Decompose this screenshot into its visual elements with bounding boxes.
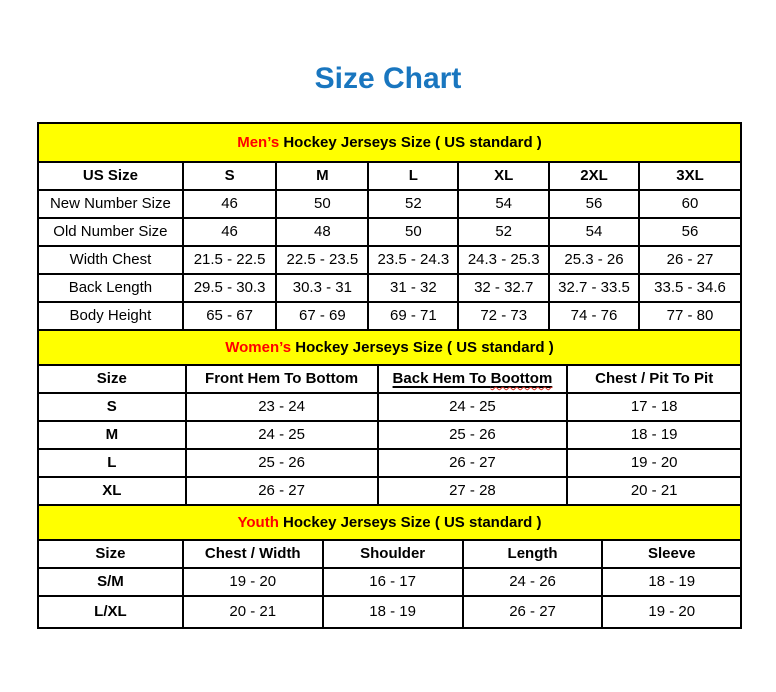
mens-size-table	[37, 122, 742, 331]
value-cell: 23.5 - 24.3	[368, 246, 458, 274]
value-cell: 30.3 - 31	[276, 274, 368, 302]
misspelled-word: Boottom	[490, 370, 553, 388]
table-row	[38, 246, 741, 274]
value-cell: 33.5 - 34.6	[639, 274, 741, 302]
row-label: New Number Size	[38, 190, 183, 218]
value-cell: 54	[549, 218, 639, 246]
value-cell: 26 - 27	[378, 449, 568, 477]
table-row	[38, 274, 741, 302]
row-label: Back Length	[38, 274, 183, 302]
column-header: XL	[458, 162, 549, 190]
column-header: Front Hem To Bottom	[186, 365, 378, 393]
value-cell: 56	[549, 190, 639, 218]
value-cell: 69 - 71	[368, 302, 458, 330]
row-label: Body Height	[38, 302, 183, 330]
row-label: S	[38, 393, 186, 421]
value-cell: 19 - 20	[602, 596, 741, 628]
value-cell: 16 - 17	[323, 568, 463, 596]
value-cell: 67 - 69	[276, 302, 368, 330]
row-label: L/XL	[38, 596, 183, 628]
value-cell: 25 - 26	[378, 421, 568, 449]
table-row	[38, 596, 741, 628]
value-cell: 18 - 19	[567, 421, 741, 449]
value-cell: 50	[368, 218, 458, 246]
value-cell: 29.5 - 30.3	[183, 274, 276, 302]
table-row	[38, 393, 741, 421]
table-row	[38, 218, 741, 246]
value-cell: 46	[183, 190, 276, 218]
value-cell: 25.3 - 26	[549, 246, 639, 274]
value-cell: 26 - 27	[639, 246, 741, 274]
column-header: 2XL	[549, 162, 639, 190]
value-cell: 25 - 26	[186, 449, 378, 477]
column-header: S	[183, 162, 276, 190]
column-header: Shoulder	[323, 540, 463, 568]
value-cell: 74 - 76	[549, 302, 639, 330]
value-cell: 17 - 18	[567, 393, 741, 421]
value-cell: 32 - 32.7	[458, 274, 549, 302]
value-cell: 52	[458, 218, 549, 246]
value-cell: 32.7 - 33.5	[549, 274, 639, 302]
value-cell: 31 - 32	[368, 274, 458, 302]
value-cell: 56	[639, 218, 741, 246]
value-cell: 20 - 21	[567, 477, 741, 505]
value-cell: 52	[368, 190, 458, 218]
value-cell: 21.5 - 22.5	[183, 246, 276, 274]
table-row	[38, 477, 741, 505]
value-cell: 48	[276, 218, 368, 246]
section-title-highlight: Men’s	[237, 133, 280, 151]
row-label: M	[38, 421, 186, 449]
table-row	[38, 568, 741, 596]
column-header: US Size	[38, 162, 183, 190]
value-cell: 18 - 19	[602, 568, 741, 596]
page-title: Size Chart	[314, 62, 462, 95]
column-header: 3XL	[639, 162, 741, 190]
column-header: Size	[38, 365, 186, 393]
column-header: L	[368, 162, 458, 190]
value-cell: 26 - 27	[186, 477, 378, 505]
column-header: Chest / Width	[183, 540, 323, 568]
column-header: M	[276, 162, 368, 190]
value-cell: 22.5 - 23.5	[276, 246, 368, 274]
value-cell: 24 - 26	[463, 568, 603, 596]
table-row	[38, 302, 741, 330]
youth-size-table	[37, 504, 742, 629]
row-label: Width Chest	[38, 246, 183, 274]
value-cell: 27 - 28	[378, 477, 568, 505]
column-header: Sleeve	[602, 540, 741, 568]
section-title: Youth Hockey Jerseys Size ( US standard )	[38, 505, 741, 540]
row-label: L	[38, 449, 186, 477]
value-cell: 72 - 73	[458, 302, 549, 330]
row-label: XL	[38, 477, 186, 505]
column-header: Chest / Pit To Pit	[567, 365, 741, 393]
value-cell: 24 - 25	[378, 393, 568, 421]
row-label: S/M	[38, 568, 183, 596]
row-label: Old Number Size	[38, 218, 183, 246]
value-cell: 77 - 80	[639, 302, 741, 330]
column-header: Length	[463, 540, 603, 568]
value-cell: 23 - 24	[186, 393, 378, 421]
column-header: Size	[38, 540, 183, 568]
column-header: Back Hem To Boottom	[378, 365, 568, 393]
value-cell: 18 - 19	[323, 596, 463, 628]
womens-size-table	[37, 329, 742, 506]
value-cell: 26 - 27	[463, 596, 603, 628]
value-cell: 54	[458, 190, 549, 218]
table-row	[38, 190, 741, 218]
section-title-highlight: Youth	[237, 513, 279, 531]
value-cell: 60	[639, 190, 741, 218]
value-cell: 20 - 21	[183, 596, 323, 628]
section-title: Women’s Hockey Jerseys Size ( US standard )	[38, 330, 741, 365]
value-cell: 24.3 - 25.3	[458, 246, 549, 274]
value-cell: 65 - 67	[183, 302, 276, 330]
value-cell: 19 - 20	[567, 449, 741, 477]
section-title-highlight: Women’s	[225, 338, 292, 356]
section-title: Men’s Hockey Jerseys Size ( US standard )	[38, 123, 741, 162]
value-cell: 19 - 20	[183, 568, 323, 596]
size-chart-table-group	[37, 122, 742, 629]
table-row	[38, 449, 741, 477]
value-cell: 46	[183, 218, 276, 246]
value-cell: 50	[276, 190, 368, 218]
table-row	[38, 421, 741, 449]
value-cell: 24 - 25	[186, 421, 378, 449]
